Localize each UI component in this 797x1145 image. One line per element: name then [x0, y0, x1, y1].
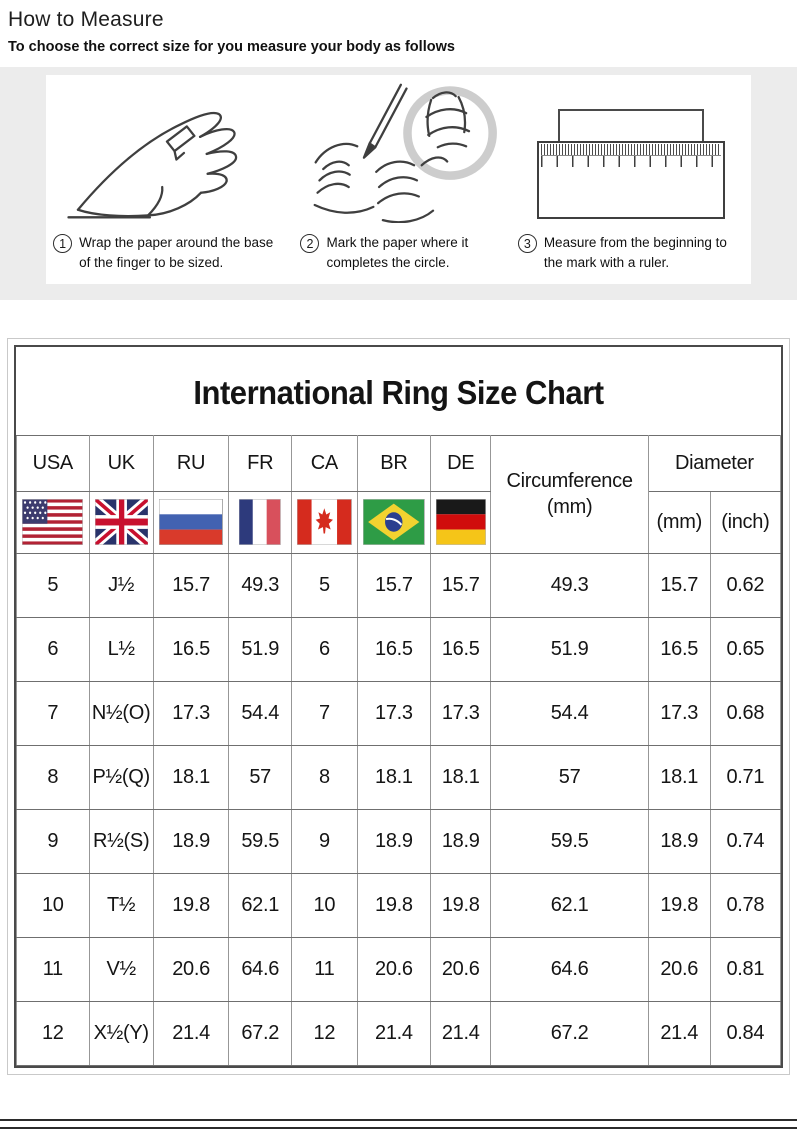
- step-3-number-badge: 3: [518, 234, 537, 253]
- table-cell: 18.1: [357, 745, 430, 809]
- table-cell: 18.9: [357, 809, 430, 873]
- table-cell: 9: [17, 809, 90, 873]
- table-cell: T½: [89, 873, 153, 937]
- ruler-dense-ticks: [541, 144, 721, 156]
- table-cell: 57: [491, 745, 648, 809]
- table-cell: 59.5: [229, 809, 292, 873]
- table-cell: J½: [89, 553, 153, 617]
- table-row: [17, 873, 781, 937]
- table-cell: 49.3: [229, 553, 292, 617]
- table-cell: 51.9: [229, 617, 292, 681]
- table-cell: 67.2: [229, 1001, 292, 1065]
- table-cell: V½: [89, 937, 153, 1001]
- table-row: [17, 1001, 781, 1065]
- column-header-ru: RU: [153, 435, 229, 491]
- step-1-text: Wrap the paper around the base of the finger to be sized.: [79, 235, 274, 271]
- captions-row: [50, 233, 747, 274]
- table-cell: 19.8: [648, 873, 710, 937]
- page-subtitle: To choose the correct size for you measure your body as follows: [8, 39, 455, 55]
- table-cell: N½(O): [89, 681, 153, 745]
- table-cell: 8: [17, 745, 90, 809]
- figure-step-3: [515, 109, 747, 223]
- table-cell: P½(Q): [89, 745, 153, 809]
- russia-flag-icon: [159, 499, 223, 545]
- table-cell: 49.3: [491, 553, 648, 617]
- figures-row: [50, 81, 747, 223]
- table-cell: 20.6: [648, 937, 710, 1001]
- table-cell: 15.7: [153, 553, 229, 617]
- table-cell: 16.5: [431, 617, 491, 681]
- table-cell: 11: [292, 937, 358, 1001]
- step-2-text: Mark the paper where it completes the circle.: [326, 235, 469, 271]
- header-flags-row: [17, 491, 781, 553]
- table-cell: 18.9: [431, 809, 491, 873]
- table-cell: 21.4: [357, 1001, 430, 1065]
- hand-paper-strip-illustration: [51, 81, 281, 223]
- table-cell: 0.68: [710, 681, 780, 745]
- table-cell: 12: [292, 1001, 358, 1065]
- table-cell: 6: [17, 617, 90, 681]
- table-cell: 20.6: [431, 937, 491, 1001]
- step-3-caption: [518, 233, 744, 274]
- table-cell: 57: [229, 745, 292, 809]
- page-header: [0, 0, 797, 61]
- magnifier-circle-icon: [408, 90, 493, 175]
- table-cell: L½: [89, 617, 153, 681]
- brazil-flag-icon: [363, 499, 425, 545]
- canada-flag-icon: [297, 499, 352, 545]
- usa-flag-icon: [22, 499, 83, 545]
- table-cell: 6: [292, 617, 358, 681]
- table-cell: 59.5: [491, 809, 648, 873]
- table-cell: 17.3: [431, 681, 491, 745]
- germany-flag-icon: [436, 499, 486, 545]
- table-cell: 21.4: [153, 1001, 229, 1065]
- table-row: [17, 937, 781, 1001]
- table-cell: 54.4: [229, 681, 292, 745]
- column-header-br: BR: [357, 435, 430, 491]
- table-cell: 51.9: [491, 617, 648, 681]
- table-cell: 11: [17, 937, 90, 1001]
- column-header-diameter: Diameter: [648, 435, 780, 491]
- table-cell: 0.81: [710, 937, 780, 1001]
- ring-size-chart: [7, 338, 790, 1075]
- ruler-illustration: [537, 109, 725, 223]
- step-2-number-badge: 2: [300, 234, 319, 253]
- table-cell: 5: [17, 553, 90, 617]
- diameter-mm-unit: (mm): [648, 491, 710, 553]
- table-cell: 15.7: [357, 553, 430, 617]
- table-cell: 18.1: [153, 745, 229, 809]
- ring-size-table: [16, 435, 781, 1066]
- column-header-ca: CA: [292, 435, 358, 491]
- table-cell: 17.3: [357, 681, 430, 745]
- table-row: [17, 617, 781, 681]
- table-cell: R½(S): [89, 809, 153, 873]
- table-cell: 9: [292, 809, 358, 873]
- table-cell: 0.62: [710, 553, 780, 617]
- table-cell: 54.4: [491, 681, 648, 745]
- table-cell: 0.84: [710, 1001, 780, 1065]
- ruler-long-ticks: [541, 156, 721, 167]
- table-row: [17, 809, 781, 873]
- figure-step-2: [282, 81, 514, 223]
- ring-size-table-body: [17, 553, 781, 1065]
- table-cell: 62.1: [491, 873, 648, 937]
- table-cell: 18.1: [648, 745, 710, 809]
- table-cell: 64.6: [491, 937, 648, 1001]
- table-cell: 67.2: [491, 1001, 648, 1065]
- step-2-caption: [300, 233, 496, 274]
- table-cell: 0.65: [710, 617, 780, 681]
- step-1-caption: [53, 233, 279, 274]
- column-header-uk: UK: [89, 435, 153, 491]
- table-cell: 64.6: [229, 937, 292, 1001]
- france-flag-icon: [239, 499, 281, 545]
- table-cell: 0.71: [710, 745, 780, 809]
- table-cell: 16.5: [648, 617, 710, 681]
- table-cell: 0.74: [710, 809, 780, 873]
- table-cell: 7: [292, 681, 358, 745]
- table-cell: 10: [17, 873, 90, 937]
- table-cell: 8: [292, 745, 358, 809]
- table-cell: 21.4: [431, 1001, 491, 1065]
- column-header-circumference: Circumference (mm): [491, 435, 648, 553]
- table-cell: 19.8: [431, 873, 491, 937]
- table-cell: 19.8: [357, 873, 430, 937]
- table-cell: 62.1: [229, 873, 292, 937]
- table-cell: 19.8: [153, 873, 229, 937]
- table-cell: 16.5: [357, 617, 430, 681]
- table-cell: 18.1: [431, 745, 491, 809]
- column-header-fr: FR: [229, 435, 292, 491]
- table-row: [17, 553, 781, 617]
- table-cell: 0.78: [710, 873, 780, 937]
- table-cell: 17.3: [153, 681, 229, 745]
- how-to-measure-panel: [0, 67, 797, 300]
- uk-flag-icon: [95, 499, 148, 545]
- figure-step-1: [50, 81, 282, 223]
- diameter-inch-unit: (inch): [710, 491, 780, 553]
- table-cell: 5: [292, 553, 358, 617]
- table-cell: 12: [17, 1001, 90, 1065]
- table-cell: 21.4: [648, 1001, 710, 1065]
- table-row: [17, 681, 781, 745]
- column-header-usa: USA: [17, 435, 90, 491]
- figures-inner: [46, 75, 751, 284]
- table-cell: 20.6: [357, 937, 430, 1001]
- table-cell: 16.5: [153, 617, 229, 681]
- table-row: [17, 745, 781, 809]
- ruler-shape: [537, 141, 725, 219]
- table-cell: 18.9: [648, 809, 710, 873]
- header-country-codes-row: [17, 435, 781, 491]
- step-1-number-badge: 1: [53, 234, 72, 253]
- table-cell: 15.7: [648, 553, 710, 617]
- table-cell: 20.6: [153, 937, 229, 1001]
- double-divider: [0, 1119, 797, 1129]
- table-cell: 17.3: [648, 681, 710, 745]
- column-header-de: DE: [431, 435, 491, 491]
- table-cell: 10: [292, 873, 358, 937]
- step-3-text: Measure from the beginning to the mark with a ruler.: [543, 235, 727, 271]
- chart-title: International Ring Size Chart: [193, 373, 604, 411]
- table-cell: 7: [17, 681, 90, 745]
- table-cell: 15.7: [431, 553, 491, 617]
- table-cell: 18.9: [153, 809, 229, 873]
- pen-marking-illustration: [283, 81, 513, 223]
- table-cell: X½(Y): [89, 1001, 153, 1065]
- page-title: How to Measure: [8, 8, 164, 31]
